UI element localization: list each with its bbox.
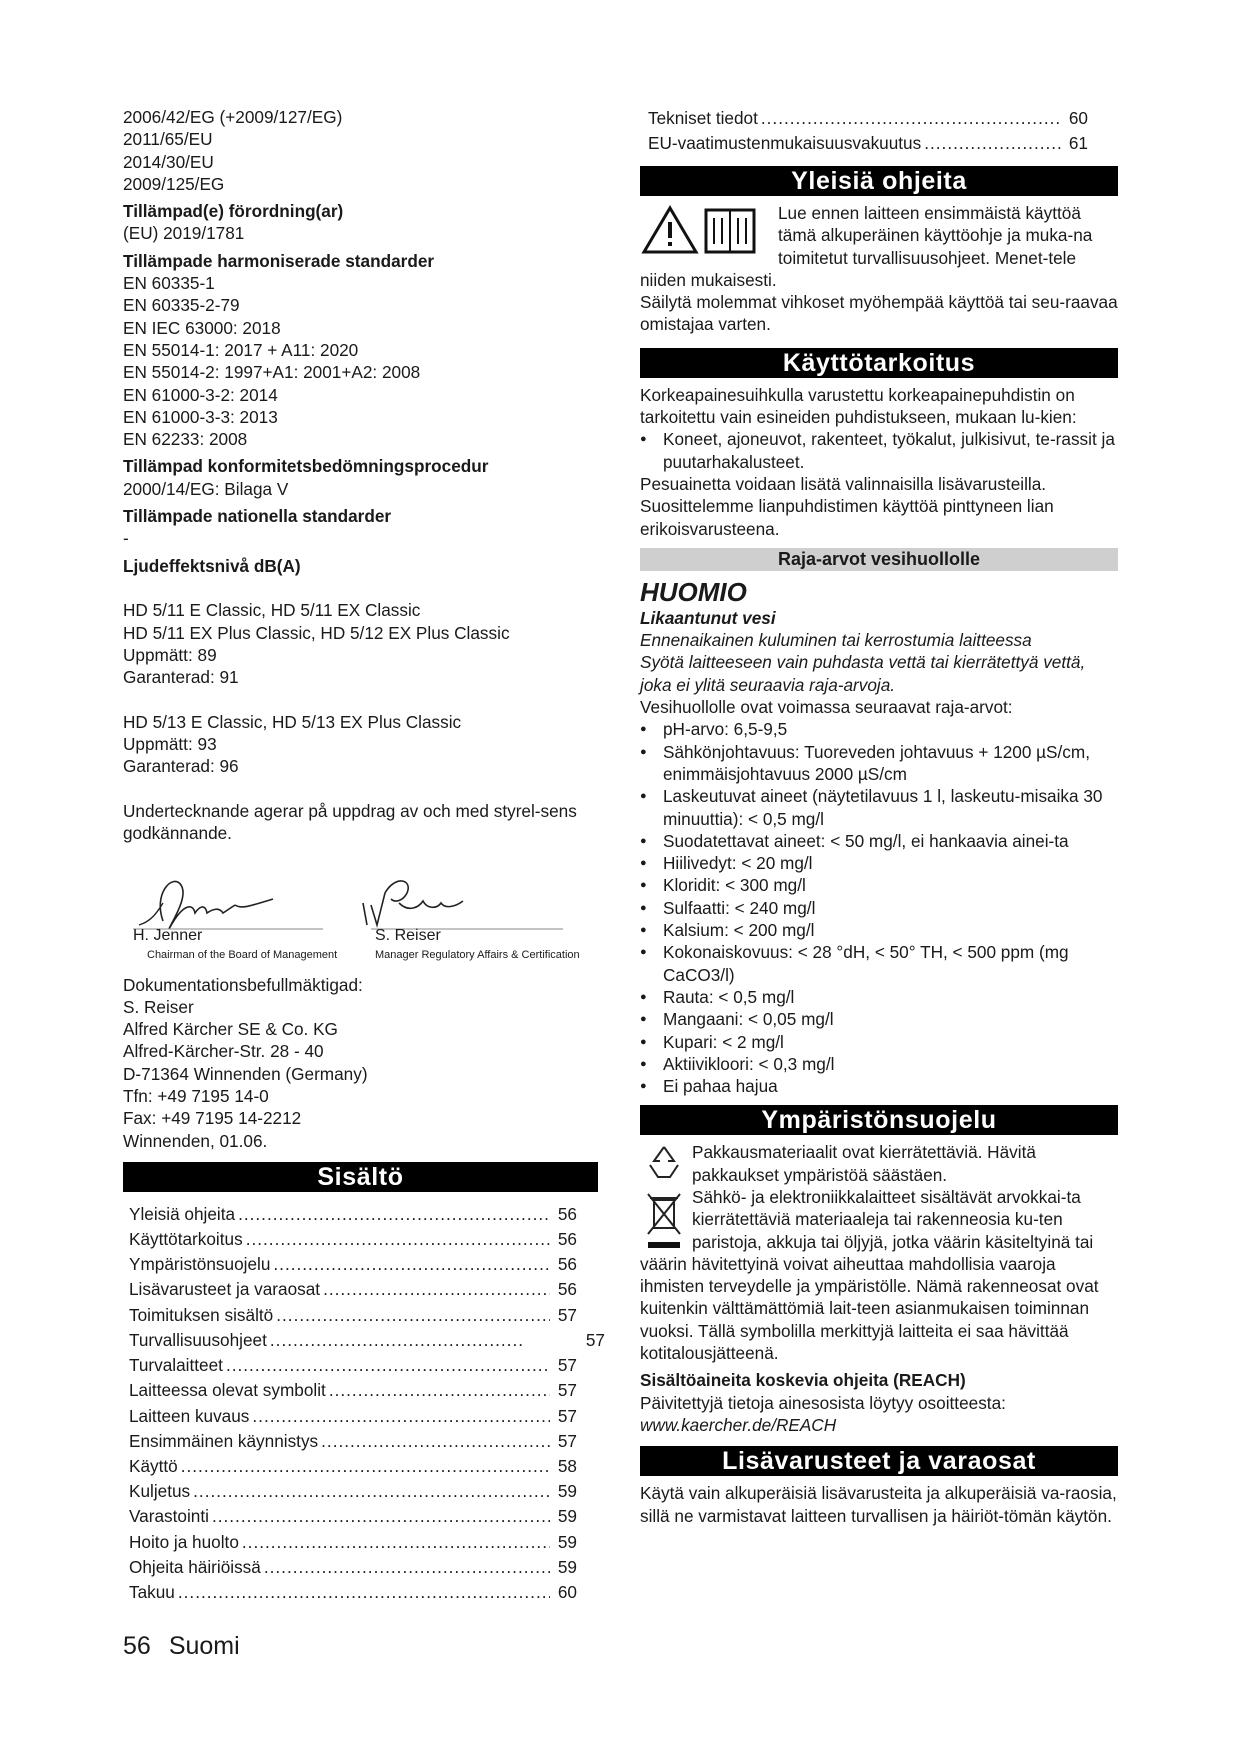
toc-item[interactable]: Käyttötarkoitus ..... 56 bbox=[129, 1227, 577, 1252]
footer-language: Suomi bbox=[168, 1632, 240, 1660]
toc-item[interactable]: Varastointi ..... 59 bbox=[129, 1504, 577, 1529]
toc-item[interactable]: Ensimmäinen käynnistys ..... 57 bbox=[129, 1429, 577, 1454]
section-title-general: Yleisiä ohjeita bbox=[640, 166, 1118, 196]
procedure-value: 2000/14/EG: Bilaga V bbox=[123, 478, 289, 499]
signer2-role: Manager Regulatory Affairs & Certification bbox=[375, 948, 580, 961]
section-title-environment: Ympäristönsuojelu bbox=[640, 1105, 1118, 1135]
signature-block bbox=[123, 863, 598, 968]
section-title-water: Raja-arvot vesihuollolle bbox=[640, 548, 1118, 571]
water-limit-item: ● Hiilivedyt: < 20 mg/l bbox=[640, 852, 1118, 874]
water-limit-item: ● Rauta: < 0,5 mg/l bbox=[640, 986, 1118, 1008]
page-number: 56 bbox=[123, 1632, 151, 1660]
toc-item[interactable]: Lisävarusteet ja varaosat ..... 56 bbox=[129, 1277, 577, 1302]
water-intro: Vesihuollolle ovat voimassa seuraavat raja-arvot: bbox=[640, 697, 1013, 718]
general-paragraph-1: Lue ennen laitteen ensimmäistä käyttöä tämä alkuperäinen käyttöohje ja muka-na toimitetut turvallisuusohjeet. Menet-tele niiden mukaisesti. bbox=[640, 203, 1093, 290]
sound-heading: Ljudeffektsnivå dB(A) bbox=[123, 555, 301, 576]
toc-item[interactable]: Turvalaitteet ..... 57 bbox=[129, 1353, 577, 1378]
doc-authorised-line: Fax: +49 7195 14-2212 bbox=[123, 1108, 302, 1129]
signature-statement: Undertecknande agerar på uppdrag av och med styrel-sens godkännande. bbox=[123, 800, 577, 844]
water-limit-item: ● Kalsium: < 200 mg/l bbox=[640, 919, 1118, 941]
toc-item[interactable]: Takuu ..... 60 bbox=[129, 1580, 577, 1605]
toc-title: Sisältö bbox=[123, 1162, 598, 1192]
doc-authorised-line: Alfred Kärcher SE & Co. KG bbox=[123, 1019, 338, 1040]
notice-line-1: Ennenaikainen kuluminen tai kerrostumia laitteessa bbox=[640, 630, 1032, 651]
signer1-name: H. Jenner bbox=[133, 926, 203, 944]
reach-link[interactable]: www.kaercher.de/REACH bbox=[640, 1414, 837, 1435]
toc-item[interactable]: EU-vaatimustenmukaisuusvakuutus ..... 61 bbox=[648, 131, 1088, 156]
directive-line: 2011/65/EU bbox=[123, 129, 213, 150]
notice-label: HUOMIO bbox=[640, 576, 747, 607]
water-limit-item: ● pH-arvo: 6,5-9,5 bbox=[640, 718, 1118, 740]
right-column bbox=[640, 106, 1118, 1527]
toc-item[interactable]: Ympäristönsuojelu ..... 56 bbox=[129, 1252, 577, 1277]
toc-item[interactable]: Turvallisuusohjeet ..... 57 bbox=[129, 1328, 605, 1353]
national-value: - bbox=[123, 528, 129, 549]
warning-manual-icon bbox=[640, 202, 770, 256]
water-limit-item: ● Kokonaiskovuus: < 28 °dH, < 50° TH, < 500 ppm (mg CaCO3/l) bbox=[640, 941, 1118, 986]
signer2-name: S. Reiser bbox=[375, 926, 441, 944]
water-limit-item: ● Aktiivikloori: < 0,3 mg/l bbox=[640, 1053, 1118, 1075]
environment-notes bbox=[640, 1141, 1118, 1364]
notice-subtitle: Likaantunut vesi bbox=[640, 607, 776, 628]
water-limit-item: ● Sähkönjohtavuus: Tuoreveden johtavuus + 1200 µS/cm, enimmäisjohtavuus 2000 µS/cm bbox=[640, 741, 1118, 786]
standard-line: EN 55014-2: 1997+A1: 2001+A2: 2008 bbox=[123, 362, 421, 383]
directive-line: 2009/125/EG bbox=[123, 173, 225, 194]
measured-value: Uppmätt: 89 bbox=[123, 644, 217, 665]
model-line: HD 5/11 E Classic, HD 5/11 EX Classic bbox=[123, 600, 421, 621]
regulation-heading: Tillämpad(e) förordning(ar) bbox=[123, 201, 344, 222]
regulation-value: (EU) 2019/1781 bbox=[123, 223, 245, 244]
toc-item[interactable]: Yleisiä ohjeita ..... 56 bbox=[129, 1202, 577, 1227]
reach-heading: Sisältöaineita koskevia ohjeita (REACH) bbox=[640, 1370, 966, 1391]
standard-line: EN IEC 63000: 2018 bbox=[123, 317, 281, 338]
crossed-bin-icon bbox=[644, 1190, 684, 1252]
standard-line: EN 61000-3-3: 2013 bbox=[123, 406, 278, 427]
directive-line: 2014/30/EU bbox=[123, 151, 214, 172]
toc-item[interactable]: Toimituksen sisältö ..... 57 bbox=[129, 1303, 577, 1328]
harmonised-heading: Tillämpade harmoniserade standarder bbox=[123, 250, 435, 271]
water-limit-item: ● Laskeutuvat aineet (näytetilavuus 1 l, laskeutu-misaika 30 minuuttia): < 0,5 mg/l bbox=[640, 785, 1118, 830]
recycling-icon bbox=[644, 1143, 684, 1181]
standard-line: EN 62233: 2008 bbox=[123, 429, 248, 450]
national-heading: Tillämpade nationella standarder bbox=[123, 506, 392, 527]
doc-authorised-line: D-71364 Winnenden (Germany) bbox=[123, 1063, 368, 1084]
water-limit-item: ● Kupari: < 2 mg/l bbox=[640, 1031, 1118, 1053]
doc-authorised-line: S. Reiser bbox=[123, 996, 194, 1017]
doc-authorised-line: Winnenden, 01.06. bbox=[123, 1130, 268, 1151]
model-line: HD 5/13 E Classic, HD 5/13 EX Plus Classic bbox=[123, 711, 462, 732]
section-title-purpose: Käyttötarkoitus bbox=[640, 348, 1118, 378]
purpose-paragraph-1: Korkeapainesuihkulla varustettu korkeapainepuhdistin on tarkoitettu vain esineiden puhdistukseen, mukaan lu-kien: bbox=[640, 384, 1077, 428]
water-limit-item: ● Kloridit: < 300 mg/l bbox=[640, 874, 1118, 896]
standard-line: EN 60335-2-79 bbox=[123, 295, 240, 316]
toc-item[interactable]: Tekniset tiedot ..... 60 bbox=[648, 106, 1088, 131]
toc-continued bbox=[640, 106, 1088, 156]
water-limit-item: ● Suodatettavat aineet: < 50 mg/l, ei hankaavia ainei-ta bbox=[640, 830, 1118, 852]
water-limit-item: ● Mangaani: < 0,05 mg/l bbox=[640, 1008, 1118, 1030]
reach-text: Päivitettyjä tietoja ainesosista löytyy osoitteesta: bbox=[640, 1392, 1006, 1413]
environment-paragraph-1: Pakkausmateriaalit ovat kierrätettäviä. Hävitä pakkaukset ympäristöä säästäen. bbox=[692, 1142, 1036, 1185]
section-title-accessories: Lisävarusteet ja varaosat bbox=[640, 1446, 1118, 1476]
environment-paragraph-2: Sähkö- ja elektroniikkalaitteet sisältävät arvokkai-ta kierrätettäviä materiaaleja tai rakenneosia ku-ten paristoja, akkuja tai öljyjä, jotka väärin käsiteltyinä tai väärin hävitettyinä voivat aiheuttaa mahdollisia vaaroja ihmisten terveydelle ja ympäristölle. Nämä rakenneosat ovat kuitenkin välttämättömiä lait-teen asianmukaisen toiminnan vuoksi. Tällä symbolilla merkittyjä laitteita ei saa hävittää kotitalousjätteenä. bbox=[640, 1186, 1099, 1364]
toc-list bbox=[123, 1202, 605, 1605]
accessories-paragraph: Käytä vain alkuperäisiä lisävarusteita ja alkuperäisiä va-raosia, sillä ne varmistavat laitteen turvallisen ja häiriöt-tömän käytön. bbox=[640, 1483, 1117, 1526]
left-column bbox=[123, 106, 605, 1605]
model-line: HD 5/11 EX Plus Classic, HD 5/12 EX Plus Classic bbox=[123, 622, 510, 643]
toc-item[interactable]: Ohjeita häiriöissä ..... 59 bbox=[129, 1555, 577, 1580]
purpose-bullet: ● Koneet, ajoneuvot, rakenteet, työkalut, julkisivut, te-rassit ja puutarhakalusteet. bbox=[640, 428, 1118, 473]
page-footer bbox=[123, 1632, 240, 1661]
general-paragraph-2: Säilytä molemmat vihkoset myöhempää käyttöä tai seu-raavaa omistajaa varten. bbox=[640, 292, 1118, 335]
doc-authorised-line: Alfred-Kärcher-Str. 28 - 40 bbox=[123, 1041, 324, 1062]
signer1-role: Chairman of the Board of Management bbox=[147, 948, 338, 961]
doc-authorised-line: Tfn: +49 7195 14-0 bbox=[123, 1085, 269, 1106]
water-limits-list bbox=[640, 718, 1118, 1097]
toc-item[interactable]: Käyttö ..... 58 bbox=[129, 1454, 577, 1479]
directive-line: 2006/42/EG (+2009/127/EG) bbox=[123, 107, 343, 127]
toc-item[interactable]: Laitteen kuvaus ..... 57 bbox=[129, 1404, 577, 1429]
general-notes bbox=[640, 202, 1118, 336]
procedure-heading: Tillämpad konformitetsbedömningsprocedur bbox=[123, 456, 489, 477]
toc-item[interactable]: Hoito ja huolto ..... 59 bbox=[129, 1530, 577, 1555]
water-limit-item: ● Ei pahaa hajua bbox=[640, 1075, 1118, 1097]
standard-line: EN 60335-1 bbox=[123, 273, 215, 294]
toc-item[interactable]: Laitteessa olevat symbolit ..... 57 bbox=[129, 1378, 577, 1403]
water-limit-item: ● Sulfaatti: < 240 mg/l bbox=[640, 897, 1118, 919]
notice-line-2: Syötä laitteeseen vain puhdasta vettä tai kierrätettyä vettä, joka ei ylitä seuraavia raja-arvoja. bbox=[640, 652, 1086, 695]
measured-value: Uppmätt: 93 bbox=[123, 734, 217, 755]
guaranteed-value: Garanterad: 96 bbox=[123, 756, 239, 777]
standard-line: EN 61000-3-2: 2014 bbox=[123, 384, 278, 405]
toc-item[interactable]: Kuljetus ..... 59 bbox=[129, 1479, 577, 1504]
purpose-paragraph-2: Pesuainetta voidaan lisätä valinnaisilla lisävarusteilla. Suosittelemme lianpuhdistimen käyttöä pinttyneen lian erikoisvarusteena. bbox=[640, 473, 1054, 539]
doc-authorised-line: Dokumentationsbefullmäktigad: bbox=[123, 974, 363, 995]
guaranteed-value: Garanterad: 91 bbox=[123, 667, 239, 688]
standard-line: EN 55014-1: 2017 + A11: 2020 bbox=[123, 339, 359, 360]
